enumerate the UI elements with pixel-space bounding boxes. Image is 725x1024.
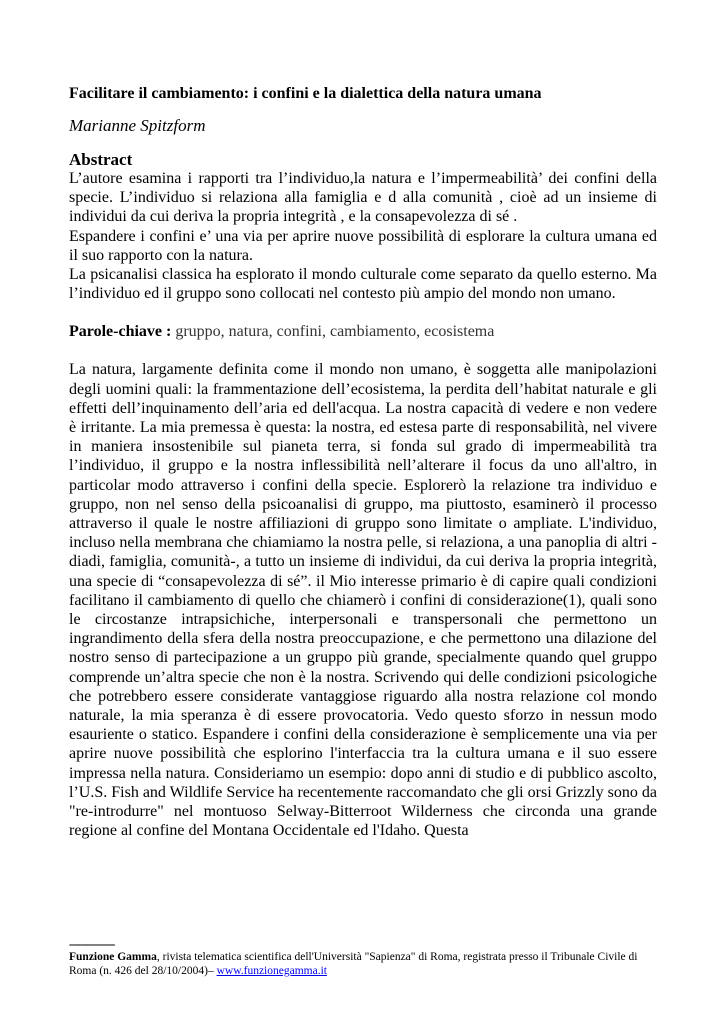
keywords-list: gruppo, natura, confini, cambiamento, ecosistema	[175, 323, 495, 341]
journal-website-link[interactable]: www.funzionegamma.it	[216, 965, 327, 977]
page-footer	[69, 940, 657, 978]
abstract-paragraph-2: Espandere i confini e’ una via per aprire nuove possibilità di esplorare la cultura umana ed il suo rapporto con la natura.	[69, 227, 657, 264]
footnote-rule: ----------------	[69, 939, 115, 951]
document-page	[69, 84, 657, 841]
keywords-line	[69, 322, 657, 341]
keywords-label: Parole-chiave :	[69, 323, 172, 341]
journal-description: , rivista telematica scientifica dell'Università "Sapienza" di Roma, registrata presso il Tribunale Civile di Roma (n. 426 del 28/10/2004)–	[69, 951, 638, 977]
article-title: Facilitare il cambiamento: i confini e la dialettica della natura umana	[69, 85, 542, 102]
abstract-paragraph-3: La psicanalisi classica ha esplorato il mondo culturale come separato da quello esterno. Ma l’individuo ed il gruppo sono collocati nel contesto più ampio del mondo non umano.	[69, 266, 657, 303]
body-paragraph: La natura, largamente definita come il mondo non umano, è soggetta alle manipolazioni degli uomini quali: la frammentazione dell’ecosistema, la perdita dell’habitat naturale e gli effetti dell’inquinamento dell’aria ed dell'acqua. La nostra capacità di vedere e non vedere è irritante. La mia premessa è questa: la nostra, ed estesa parte di responsabilità, nel vivere in maniera insostenibile sul pianeta terra, si fonda sul grado di impermeabilità tra l’individuo, il gruppo e la nostra inflessibilità nell’alterare il focus da uno all'altro, in particolar modo attraverso i confini della specie. Esplorerò la relazione tra individuo e gruppo, non nel senso della psicoanalisi di gruppo, ma piuttosto, esaminerò il processo attraverso il quale le nostre affiliazioni di gruppo sono limitate o ampliate. L'individuo, incluso nella membrana che chiamiamo la nostra pelle, si relaziona, a una panoplia di altri -diadi, famiglia, comunità-, a tutto un insieme di individui, da cui deriva la propria integrità, una specie di “consapevolezza di sé”. il Mio interesse primario è di capire quali condizioni facilitano il cambiamento di quello che chiamerò i confini di considerazione(1), quali sono le circostanze intrapsichiche, interpersonali e transpersonali che permettono un ingrandimento della sfera della nostra preoccupazione, e che permettono una dilazione del nostro senso di partecipazione a un gruppo più grande, specialmente quando quel gruppo comprende un’altra specie che non è la nostra. Scrivendo qui delle condizioni psicologiche che potrebbero essere considerate vantaggiose riguardo alla nostra relazione col mondo naturale, la mia speranza è di essere provocatoria. Vedo questo sforzo in nessun modo esauriente o statico. Espandere i confini della considerazione è semplicemente una via per aprire nuove possibilità che esplorino l'interfaccia tra la cultura umana e il suo essere impressa nella natura. Consideriamo un esempio: dopo anni di studio e di pubblico ascolto, l’U.S. Fish and Wildlife Service ha recentemente raccomandato che gli orsi Grizzly sono da "re-introdurre" nel montuoso Selway-Bitterroot Wilderness che circonda una grande regione al confine del Montana Occidentale ed l'Idaho. Questa	[69, 361, 657, 840]
journal-name: Funzione Gamma	[69, 951, 157, 963]
footnote-text	[69, 950, 657, 978]
abstract-paragraph-1: L’autore esamina i rapporti tra l’individuo,la natura e l’impermeabilità’ dei confini della specie. L’individuo si relaziona alla famiglia e d alla comunità , cioè ad un insieme di individui da cui deriva la propria integrità , e la consapevolezza di sé .	[69, 170, 657, 226]
article-author: Marianne Spitzform	[69, 116, 206, 135]
abstract-heading: Abstract	[69, 150, 133, 169]
